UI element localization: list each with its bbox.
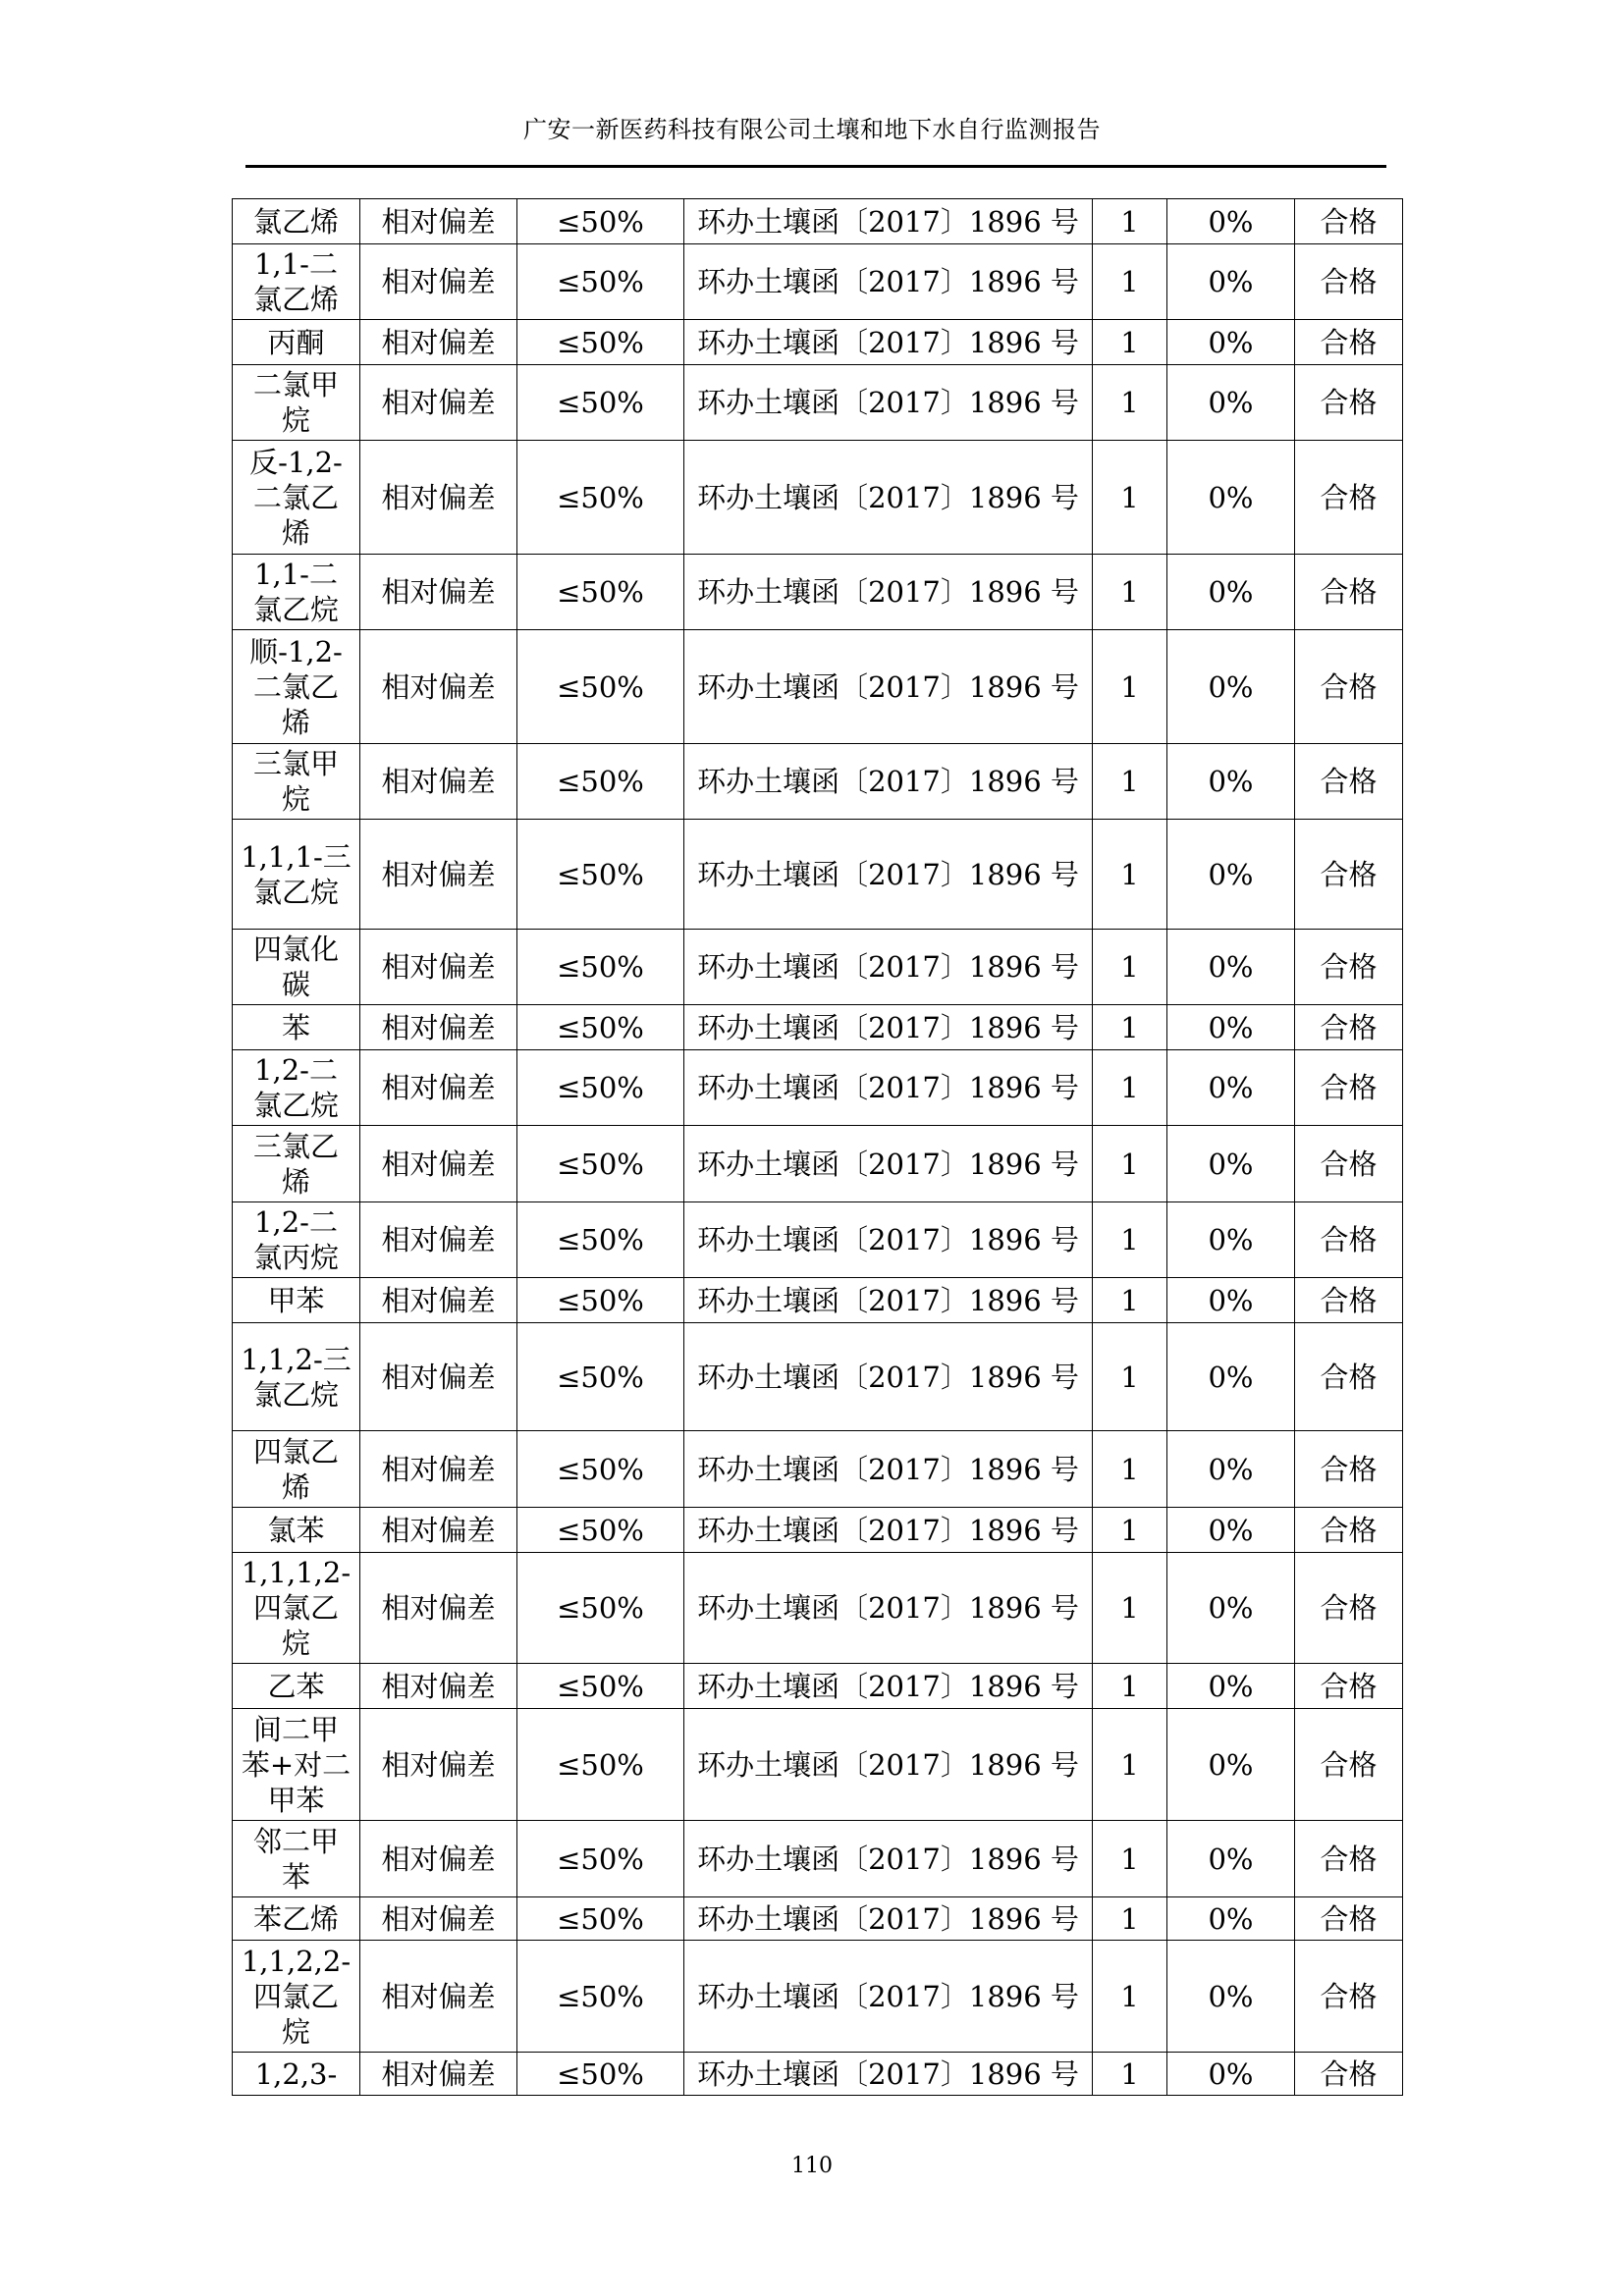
acceptance-limit: ≤50%: [517, 1664, 684, 1709]
sample-count: 1: [1093, 365, 1167, 441]
standard-basis: 环办土壤函〔2017〕1896 号: [684, 744, 1093, 820]
sample-count: 1: [1093, 630, 1167, 744]
qc-result: 合格: [1295, 1821, 1403, 1897]
sample-count: 1: [1093, 1664, 1167, 1709]
sample-count: 1: [1093, 1553, 1167, 1664]
acceptance-limit: ≤50%: [517, 1126, 684, 1202]
standard-basis: 环办土壤函〔2017〕1896 号: [684, 1278, 1093, 1323]
sample-count: 1: [1093, 1050, 1167, 1126]
standard-basis: 环办土壤函〔2017〕1896 号: [684, 1431, 1093, 1508]
sample-count: 1: [1093, 441, 1167, 555]
standard-basis: 环办土壤函〔2017〕1896 号: [684, 930, 1093, 1005]
report-header-title: 广安一新医药科技有限公司土壤和地下水自行监测报告: [523, 116, 1101, 143]
evaluation-method: 相对偏差: [360, 2053, 517, 2096]
table-row: [233, 744, 1403, 820]
table-row: [233, 1941, 1403, 2053]
qc-result: 合格: [1295, 199, 1403, 244]
evaluation-method: 相对偏差: [360, 320, 517, 365]
table-row: [233, 1821, 1403, 1897]
deviation-rate: 0%: [1167, 1709, 1295, 1821]
sample-count: 1: [1093, 320, 1167, 365]
table-row: [233, 1278, 1403, 1323]
qc-result: 合格: [1295, 744, 1403, 820]
acceptance-limit: ≤50%: [517, 1941, 684, 2053]
compound-name: 1,2-二氯乙烷: [233, 1050, 360, 1126]
table-row: [233, 1553, 1403, 1664]
standard-basis: 环办土壤函〔2017〕1896 号: [684, 630, 1093, 744]
qc-result: 合格: [1295, 555, 1403, 630]
table-row: [233, 1508, 1403, 1553]
sample-count: 1: [1093, 1709, 1167, 1821]
deviation-rate: 0%: [1167, 930, 1295, 1005]
compound-name: 二氯甲烷: [233, 365, 360, 441]
table-row: [233, 555, 1403, 630]
standard-basis: 环办土壤函〔2017〕1896 号: [684, 441, 1093, 555]
evaluation-method: 相对偏差: [360, 1553, 517, 1664]
table-row: [233, 1126, 1403, 1202]
qc-result: 合格: [1295, 820, 1403, 930]
acceptance-limit: ≤50%: [517, 320, 684, 365]
qc-table-body: [233, 199, 1403, 2096]
deviation-rate: 0%: [1167, 1431, 1295, 1508]
acceptance-limit: ≤50%: [517, 1050, 684, 1126]
deviation-rate: 0%: [1167, 1941, 1295, 2053]
qc-results-table: [232, 198, 1403, 2096]
qc-result: 合格: [1295, 1278, 1403, 1323]
sample-count: 1: [1093, 1202, 1167, 1278]
compound-name: 1,2,3-: [233, 2053, 360, 2096]
standard-basis: 环办土壤函〔2017〕1896 号: [684, 2053, 1093, 2096]
evaluation-method: 相对偏差: [360, 1897, 517, 1941]
acceptance-limit: ≤50%: [517, 1323, 684, 1431]
evaluation-method: 相对偏差: [360, 1005, 517, 1050]
standard-basis: 环办土壤函〔2017〕1896 号: [684, 1126, 1093, 1202]
evaluation-method: 相对偏差: [360, 1941, 517, 2053]
standard-basis: 环办土壤函〔2017〕1896 号: [684, 1005, 1093, 1050]
header-divider: [245, 165, 1386, 168]
evaluation-method: 相对偏差: [360, 1431, 517, 1508]
acceptance-limit: ≤50%: [517, 555, 684, 630]
qc-result: 合格: [1295, 441, 1403, 555]
acceptance-limit: ≤50%: [517, 1005, 684, 1050]
acceptance-limit: ≤50%: [517, 441, 684, 555]
table-row: [233, 244, 1403, 320]
qc-result: 合格: [1295, 1897, 1403, 1941]
qc-result: 合格: [1295, 244, 1403, 320]
qc-result: 合格: [1295, 1709, 1403, 1821]
acceptance-limit: ≤50%: [517, 365, 684, 441]
table-row: [233, 820, 1403, 930]
deviation-rate: 0%: [1167, 1897, 1295, 1941]
sample-count: 1: [1093, 1005, 1167, 1050]
acceptance-limit: ≤50%: [517, 2053, 684, 2096]
compound-name: 氯苯: [233, 1508, 360, 1553]
table-row: [233, 1050, 1403, 1126]
evaluation-method: 相对偏差: [360, 1050, 517, 1126]
standard-basis: 环办土壤函〔2017〕1896 号: [684, 1323, 1093, 1431]
sample-count: 1: [1093, 744, 1167, 820]
qc-result: 合格: [1295, 1005, 1403, 1050]
acceptance-limit: ≤50%: [517, 1508, 684, 1553]
standard-basis: 环办土壤函〔2017〕1896 号: [684, 1202, 1093, 1278]
evaluation-method: 相对偏差: [360, 1323, 517, 1431]
sample-count: 1: [1093, 1323, 1167, 1431]
table-row: [233, 441, 1403, 555]
acceptance-limit: ≤50%: [517, 1709, 684, 1821]
compound-name: 1,1-二氯乙烯: [233, 244, 360, 320]
acceptance-limit: ≤50%: [517, 1278, 684, 1323]
qc-result: 合格: [1295, 1126, 1403, 1202]
evaluation-method: 相对偏差: [360, 1664, 517, 1709]
sample-count: 1: [1093, 1278, 1167, 1323]
compound-name: 1,2-二氯丙烷: [233, 1202, 360, 1278]
acceptance-limit: ≤50%: [517, 244, 684, 320]
evaluation-method: 相对偏差: [360, 365, 517, 441]
deviation-rate: 0%: [1167, 244, 1295, 320]
sample-count: 1: [1093, 1941, 1167, 2053]
acceptance-limit: ≤50%: [517, 630, 684, 744]
compound-name: 反-1,2-二氯乙烯: [233, 441, 360, 555]
standard-basis: 环办土壤函〔2017〕1896 号: [684, 1508, 1093, 1553]
deviation-rate: 0%: [1167, 1821, 1295, 1897]
qc-result: 合格: [1295, 1664, 1403, 1709]
standard-basis: 环办土壤函〔2017〕1896 号: [684, 820, 1093, 930]
deviation-rate: 0%: [1167, 1553, 1295, 1664]
acceptance-limit: ≤50%: [517, 820, 684, 930]
qc-result: 合格: [1295, 1431, 1403, 1508]
deviation-rate: 0%: [1167, 1323, 1295, 1431]
table-row: [233, 630, 1403, 744]
evaluation-method: 相对偏差: [360, 441, 517, 555]
evaluation-method: 相对偏差: [360, 1202, 517, 1278]
standard-basis: 环办土壤函〔2017〕1896 号: [684, 244, 1093, 320]
evaluation-method: 相对偏差: [360, 820, 517, 930]
acceptance-limit: ≤50%: [517, 1202, 684, 1278]
sample-count: 1: [1093, 820, 1167, 930]
deviation-rate: 0%: [1167, 199, 1295, 244]
evaluation-method: 相对偏差: [360, 630, 517, 744]
table-row: [233, 1709, 1403, 1821]
compound-name: 四氯乙烯: [233, 1431, 360, 1508]
evaluation-method: 相对偏差: [360, 244, 517, 320]
standard-basis: 环办土壤函〔2017〕1896 号: [684, 1664, 1093, 1709]
qc-result: 合格: [1295, 1508, 1403, 1553]
table-row: [233, 2053, 1403, 2096]
deviation-rate: 0%: [1167, 1202, 1295, 1278]
compound-name: 1,1,1,2-四氯乙烷: [233, 1553, 360, 1664]
sample-count: 1: [1093, 1821, 1167, 1897]
deviation-rate: 0%: [1167, 2053, 1295, 2096]
qc-result: 合格: [1295, 630, 1403, 744]
compound-name: 顺-1,2-二氯乙烯: [233, 630, 360, 744]
deviation-rate: 0%: [1167, 1508, 1295, 1553]
table-row: [233, 1323, 1403, 1431]
qc-result: 合格: [1295, 320, 1403, 365]
standard-basis: 环办土壤函〔2017〕1896 号: [684, 199, 1093, 244]
deviation-rate: 0%: [1167, 320, 1295, 365]
sample-count: 1: [1093, 555, 1167, 630]
page-number: 110: [791, 2154, 833, 2178]
sample-count: 1: [1093, 1897, 1167, 1941]
acceptance-limit: ≤50%: [517, 1553, 684, 1664]
standard-basis: 环办土壤函〔2017〕1896 号: [684, 1941, 1093, 2053]
sample-count: 1: [1093, 930, 1167, 1005]
deviation-rate: 0%: [1167, 1005, 1295, 1050]
qc-result: 合格: [1295, 930, 1403, 1005]
table-row: [233, 1202, 1403, 1278]
compound-name: 三氯乙烯: [233, 1126, 360, 1202]
sample-count: 1: [1093, 1126, 1167, 1202]
deviation-rate: 0%: [1167, 441, 1295, 555]
acceptance-limit: ≤50%: [517, 1897, 684, 1941]
standard-basis: 环办土壤函〔2017〕1896 号: [684, 1897, 1093, 1941]
deviation-rate: 0%: [1167, 820, 1295, 930]
evaluation-method: 相对偏差: [360, 1709, 517, 1821]
qc-result: 合格: [1295, 1202, 1403, 1278]
acceptance-limit: ≤50%: [517, 1821, 684, 1897]
deviation-rate: 0%: [1167, 555, 1295, 630]
table-row: [233, 1897, 1403, 1941]
deviation-rate: 0%: [1167, 744, 1295, 820]
qc-result: 合格: [1295, 365, 1403, 441]
deviation-rate: 0%: [1167, 1126, 1295, 1202]
acceptance-limit: ≤50%: [517, 199, 684, 244]
compound-name: 1,1-二氯乙烷: [233, 555, 360, 630]
standard-basis: 环办土壤函〔2017〕1896 号: [684, 1050, 1093, 1126]
compound-name: 1,1,2-三氯乙烷: [233, 1323, 360, 1431]
compound-name: 氯乙烯: [233, 199, 360, 244]
compound-name: 1,1,1-三氯乙烷: [233, 820, 360, 930]
table-row: [233, 1005, 1403, 1050]
evaluation-method: 相对偏差: [360, 744, 517, 820]
deviation-rate: 0%: [1167, 1278, 1295, 1323]
evaluation-method: 相对偏差: [360, 199, 517, 244]
sample-count: 1: [1093, 1508, 1167, 1553]
deviation-rate: 0%: [1167, 365, 1295, 441]
compound-name: 苯: [233, 1005, 360, 1050]
table-row: [233, 1664, 1403, 1709]
deviation-rate: 0%: [1167, 630, 1295, 744]
evaluation-method: 相对偏差: [360, 555, 517, 630]
standard-basis: 环办土壤函〔2017〕1896 号: [684, 365, 1093, 441]
qc-result: 合格: [1295, 1050, 1403, 1126]
sample-count: 1: [1093, 2053, 1167, 2096]
compound-name: 1,1,2,2-四氯乙烷: [233, 1941, 360, 2053]
standard-basis: 环办土壤函〔2017〕1896 号: [684, 555, 1093, 630]
compound-name: 乙苯: [233, 1664, 360, 1709]
evaluation-method: 相对偏差: [360, 1126, 517, 1202]
sample-count: 1: [1093, 199, 1167, 244]
evaluation-method: 相对偏差: [360, 930, 517, 1005]
standard-basis: 环办土壤函〔2017〕1896 号: [684, 1553, 1093, 1664]
compound-name: 甲苯: [233, 1278, 360, 1323]
qc-result: 合格: [1295, 2053, 1403, 2096]
qc-result: 合格: [1295, 1323, 1403, 1431]
table-row: [233, 199, 1403, 244]
table-row: [233, 1431, 1403, 1508]
table-row: [233, 930, 1403, 1005]
compound-name: 苯乙烯: [233, 1897, 360, 1941]
qc-result: 合格: [1295, 1553, 1403, 1664]
acceptance-limit: ≤50%: [517, 930, 684, 1005]
table-row: [233, 320, 1403, 365]
qc-result: 合格: [1295, 1941, 1403, 2053]
acceptance-limit: ≤50%: [517, 1431, 684, 1508]
evaluation-method: 相对偏差: [360, 1508, 517, 1553]
evaluation-method: 相对偏差: [360, 1821, 517, 1897]
deviation-rate: 0%: [1167, 1050, 1295, 1126]
compound-name: 邻二甲苯: [233, 1821, 360, 1897]
compound-name: 三氯甲烷: [233, 744, 360, 820]
evaluation-method: 相对偏差: [360, 1278, 517, 1323]
acceptance-limit: ≤50%: [517, 744, 684, 820]
standard-basis: 环办土壤函〔2017〕1896 号: [684, 1709, 1093, 1821]
compound-name: 四氯化碳: [233, 930, 360, 1005]
compound-name: 间二甲苯+对二甲苯: [233, 1709, 360, 1821]
standard-basis: 环办土壤函〔2017〕1896 号: [684, 1821, 1093, 1897]
sample-count: 1: [1093, 1431, 1167, 1508]
sample-count: 1: [1093, 244, 1167, 320]
compound-name: 丙酮: [233, 320, 360, 365]
deviation-rate: 0%: [1167, 1664, 1295, 1709]
standard-basis: 环办土壤函〔2017〕1896 号: [684, 320, 1093, 365]
table-row: [233, 365, 1403, 441]
